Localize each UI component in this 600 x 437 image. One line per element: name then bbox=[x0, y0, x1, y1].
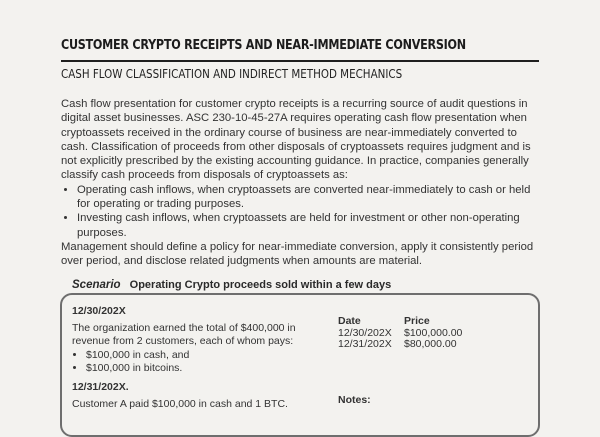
column-header-date: Date bbox=[338, 315, 361, 327]
entry-date: 12/30/202X bbox=[72, 305, 126, 317]
table-cell: 12/31/202X bbox=[338, 338, 392, 350]
table-cell: $100,000.00 bbox=[404, 326, 463, 339]
title-divider bbox=[61, 60, 539, 62]
scenario-title: Operating Crypto proceeds sold within a few days bbox=[129, 279, 392, 291]
entry-text: The organization earned the total of $400,000 in revenue from 2 customers, each of whom pays: bbox=[72, 322, 296, 348]
table-header-row bbox=[338, 316, 462, 328]
entry-text: Customer A paid $100,000 in cash and 1 BTC. bbox=[72, 398, 288, 411]
price-table bbox=[338, 316, 462, 351]
entry-date: 12/31/202X. bbox=[72, 381, 129, 394]
column-header-price: Price bbox=[404, 315, 430, 327]
list-item: • Investing cash inflows, when cryptoassets are held for investment or other non-operating purposes. bbox=[77, 211, 545, 240]
intro-closing: Management should define a policy for near-immediate conversion, apply it consistently period over period, and disclose related judgments when amounts are material. bbox=[61, 240, 534, 268]
scenario-entries bbox=[72, 305, 302, 411]
page-title: CUSTOMER CRYPTO RECEIPTS AND NEAR-IMMEDIATE CONVERSION bbox=[61, 38, 466, 53]
list-item: • $100,000 in cash, and bbox=[86, 349, 302, 362]
scenario-heading bbox=[72, 279, 391, 291]
list-item: • $100,000 in bitcoins. bbox=[86, 362, 302, 375]
table-cell: 12/30/202X bbox=[338, 326, 392, 339]
classification-list bbox=[61, 183, 545, 240]
notes-label: Notes: bbox=[338, 394, 371, 406]
list-item: • Operating cash inflows, when cryptoassets are converted near-immediately to cash or held for operating or trading purposes. bbox=[77, 183, 545, 212]
intro-paragraph: Cash flow presentation for customer crypto receipts is a recurring source of audit questions in digital asset businesses. ASC 230-10-45-27A requires operating cash flow presentation when cryptoassets received in the ordinary course of business are near-immediately converted to cash. Classification of proceeds from other disposals of cryptoassets requires judgment and is not explicitly prescribed by the existing accounting guidance. In practice, companies generally classify cash proceeds from disposals of cryptoassets as: bbox=[61, 98, 531, 182]
scenario-label: Scenario bbox=[72, 279, 121, 291]
intro-section bbox=[61, 97, 545, 269]
payment-list bbox=[72, 349, 302, 375]
table-row bbox=[338, 339, 462, 351]
table-cell: $80,000.00 bbox=[404, 338, 457, 350]
page-subtitle: CASH FLOW CLASSIFICATION AND INDIRECT METHOD MECHANICS bbox=[61, 67, 403, 81]
